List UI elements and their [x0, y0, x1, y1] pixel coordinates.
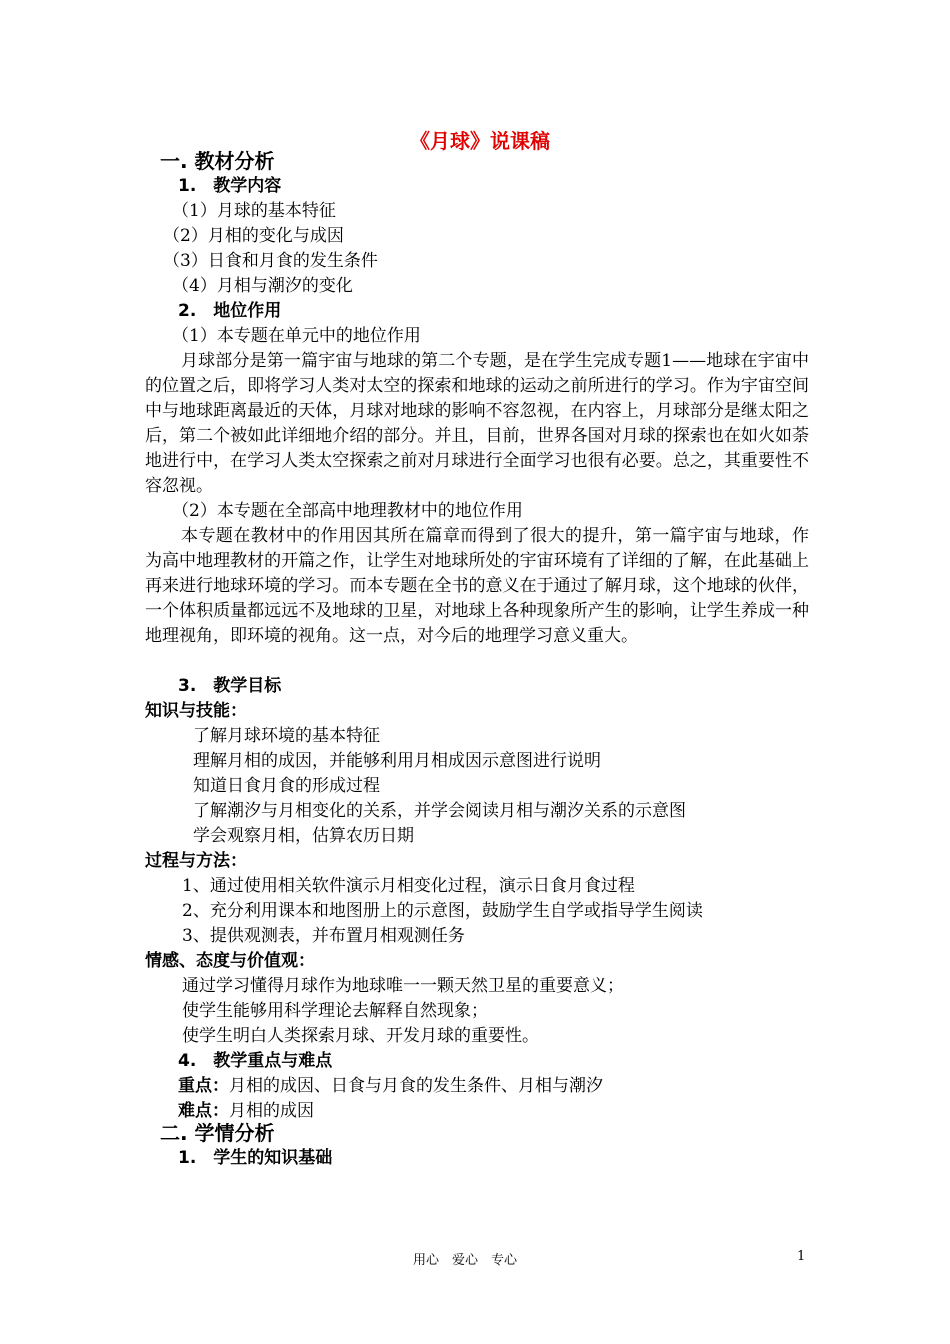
footer-motto: 用心 爱心 专心	[412, 1253, 517, 1268]
list-item: （4）月相与潮汐的变化	[172, 276, 353, 296]
section-heading-2: 二. 学情分析	[160, 1121, 275, 1145]
page-number: 1	[797, 1249, 806, 1264]
key-point-text: 月相的成因、日食与月食的发生条件、月相与潮汐	[229, 1076, 603, 1096]
key-point-label: 重点：	[178, 1076, 229, 1096]
list-item: 2、充分利用课本和地图册上的示意图，鼓励学生自学或指导学生阅读	[182, 901, 703, 921]
list-item: 使学生明白人类探索月球、开发月球的重要性。	[182, 1026, 539, 1046]
goal-label-process: 过程与方法：	[145, 851, 247, 871]
paragraph: 月球部分是第一篇宇宙与地球的第二个专题，是在学生完成专题1——地球在宇宙中的位置之后，即将学习人类对太空的探索和地球的运动之前所进行的学习。作为宇宙空间中与地球距离最近的天体，月球对地球的影响不容忽视，在内容上，月球部分是继太阳之后，第二个被如此详细地介绍的部分。并且，目前，世界各国对月球的探索也在如火如荼地进行中，在学习人类太空探索之前对月球进行全面学习也很有必要。总之，其重要性不容忽视。	[145, 351, 809, 496]
subsection-heading-1-1: 1. 教学内容	[178, 176, 282, 196]
list-item: 3、提供观测表，并布置月相观测任务	[182, 926, 465, 946]
subsection-heading-2-1: 1. 学生的知识基础	[178, 1148, 333, 1168]
list-item: 了解潮汐与月相变化的关系，并学会阅读月相与潮汐关系的示意图	[193, 801, 686, 821]
sub-heading: （1）本专题在单元中的地位作用	[172, 326, 421, 346]
list-item: 学会观察月相，估算农历日期	[193, 826, 414, 846]
goal-label-knowledge: 知识与技能：	[145, 701, 247, 721]
list-item: 理解月相的成因，并能够利用月相成因示意图进行说明	[193, 751, 601, 771]
list-item: 使学生能够用科学理论去解释自然现象；	[182, 1001, 488, 1021]
subsection-heading-1-3: 3. 教学目标	[178, 676, 282, 696]
list-item: 1、通过使用相关软件演示月相变化过程，演示日食月食过程	[182, 876, 635, 896]
list-item: （2）月相的变化与成因	[163, 226, 344, 246]
paragraph: 本专题在教材中的作用因其所在篇章而得到了很大的提升，第一篇宇宙与地球，作为高中地理教材的开篇之作，让学生对地球所处的宇宙环境有了详细的了解，在此基础上再来进行地球环境的学习。而本专题在全书的意义在于通过了解月球，这个地球的伙伴，一个体积质量都远远不及地球的卫星，对地球上各种现象所产生的影响，让学生养成一种地理视角，即环境的视角。这一点，对今后的地理学习意义重大。	[145, 526, 809, 646]
difficulty-label: 难点：	[178, 1101, 229, 1121]
subsection-heading-1-4: 4. 教学重点与难点	[178, 1051, 333, 1071]
sub-heading: （2）本专题在全部高中地理教材中的地位作用	[172, 501, 523, 521]
list-item: 知道日食月食的形成过程	[193, 776, 380, 796]
list-item: 了解月球环境的基本特征	[193, 726, 380, 746]
document-title: 《月球》说课稿	[410, 129, 550, 153]
list-item: （1）月球的基本特征	[172, 201, 336, 221]
list-item: （3）日食和月食的发生条件	[163, 251, 378, 271]
list-item: 通过学习懂得月球作为地球唯一一颗天然卫星的重要意义；	[182, 976, 624, 996]
goal-label-emotion: 情感、态度与价值观：	[145, 951, 315, 971]
key-point-line	[178, 1074, 603, 1099]
difficulty-text: 月相的成因	[229, 1101, 314, 1121]
section-heading-1: 一. 教材分析	[160, 149, 275, 173]
subsection-heading-1-2: 2. 地位作用	[178, 301, 282, 321]
